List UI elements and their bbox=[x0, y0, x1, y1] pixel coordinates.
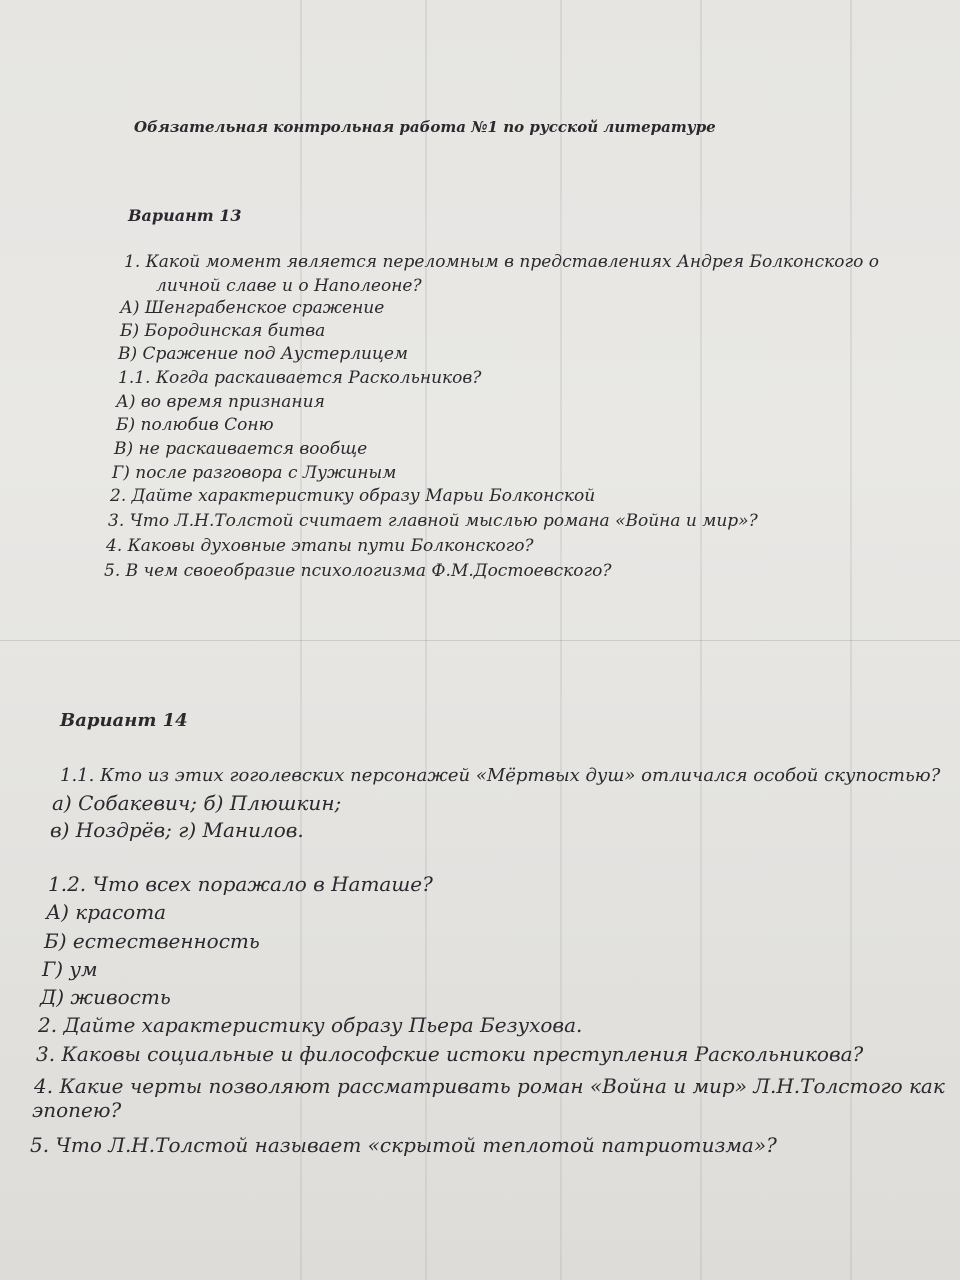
question-line: 5. Что Л.Н.Толстой называет «скрытой теплотой патриотизма»? bbox=[30, 1133, 777, 1157]
question-line: 1.2. Что всех поражало в Наташе? bbox=[48, 872, 433, 896]
answer-option: в) Ноздрёв; г) Манилов. bbox=[50, 818, 304, 842]
answer-option: Б) естественность bbox=[44, 929, 260, 953]
question-line: 1.1. Кто из этих гоголевских персонажей «Мёртвых душ» отличался особой скупостью? bbox=[60, 765, 941, 786]
question-line: 4. Каковы духовные этапы пути Болконского? bbox=[106, 536, 534, 556]
answer-option: А) красота bbox=[46, 900, 167, 924]
question-line: эпопею? bbox=[32, 1098, 122, 1122]
answer-option: Г) после разговора с Лужиным bbox=[112, 463, 397, 483]
variant-14-heading: Вариант 14 bbox=[60, 710, 188, 731]
question-line: 1. Какой момент является переломным в представлениях Андрея Болконского о bbox=[124, 252, 879, 272]
answer-option: Г) ум bbox=[42, 957, 98, 981]
question-line: 1.1. Когда раскаивается Раскольников? bbox=[118, 368, 482, 388]
answer-option: Б) Бородинская битва bbox=[120, 321, 326, 341]
question-line: 3. Каковы социальные и философские истоки преступления Раскольникова? bbox=[36, 1042, 864, 1066]
answer-option: В) Сражение под Аустерлицем bbox=[118, 344, 409, 364]
paper-fold bbox=[0, 640, 960, 641]
answer-option: Б) полюбив Соню bbox=[116, 415, 274, 435]
answer-option: Д) живость bbox=[40, 985, 171, 1009]
document-title: Обязательная контрольная работа №1 по русской литературе bbox=[134, 118, 716, 136]
answer-option: А) во время признания bbox=[116, 392, 325, 412]
answer-option: А) Шенграбенское сражение bbox=[120, 298, 385, 318]
question-line: 3. Что Л.Н.Толстой считает главной мыслью романа «Война и мир»? bbox=[108, 511, 758, 531]
question-line: личной славе и о Наполеоне? bbox=[156, 276, 422, 296]
variant-13-heading: Вариант 13 bbox=[128, 206, 242, 225]
answer-option: а) Собакевич; б) Плюшкин; bbox=[52, 791, 342, 815]
question-line: 2. Дайте характеристику образу Марьи Болконской bbox=[110, 486, 596, 506]
question-line: 5. В чем своеобразие психологизма Ф.М.Достоевского? bbox=[104, 561, 612, 581]
question-line: 4. Какие черты позволяют рассматривать роман «Война и мир» Л.Н.Толстого как bbox=[34, 1074, 945, 1098]
answer-option: В) не раскаивается вообще bbox=[114, 439, 368, 459]
question-line: 2. Дайте характеристику образу Пьера Безухова. bbox=[38, 1013, 583, 1037]
